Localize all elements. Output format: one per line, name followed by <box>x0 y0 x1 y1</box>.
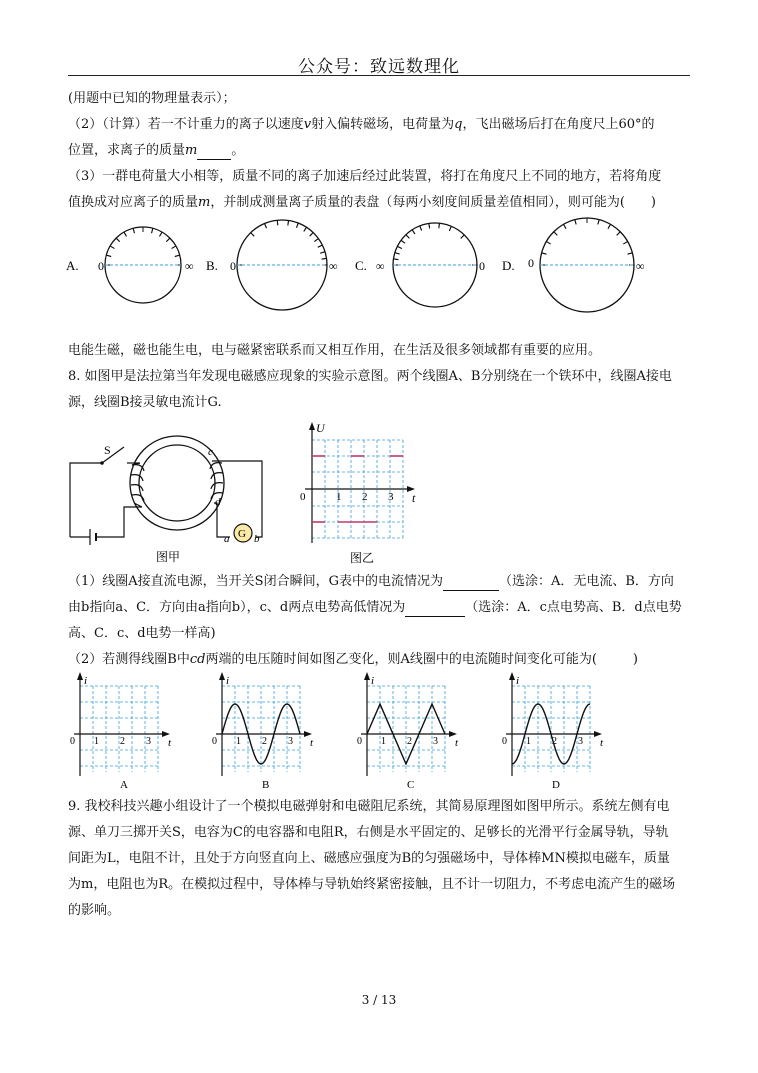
tick-1: 1 <box>336 491 342 503</box>
intro-line: 电能生磁，磁也能生电，电与磁紧密联系而又相互作用，在生活及很多领域都有重要的应用。 <box>68 343 602 358</box>
option-d-left: 0 <box>528 256 534 270</box>
q7-line-2: （2）（计算）若一不计重力的离子以速度v射入偏转磁场，电荷量为q，飞出磁场后打在角度尺上60°的 <box>68 117 655 132</box>
t-axis-label: t <box>455 737 459 749</box>
tick-2: 2 <box>262 736 267 747</box>
option-a-right: ∞ <box>185 259 194 273</box>
q8-part1-line-3: 高、C．c、d电势一样高) <box>68 626 216 641</box>
u-axis-label: U <box>316 421 325 435</box>
graph-label: D <box>552 779 560 791</box>
t-axis-label: t <box>412 491 416 505</box>
tick-1: 1 <box>381 736 386 747</box>
t-axis-label: t <box>310 737 314 749</box>
dial-options <box>60 215 690 325</box>
tick-3: 3 <box>388 491 394 503</box>
tick-0: 0 <box>357 736 362 747</box>
tick-0: 0 <box>300 491 306 503</box>
option-b-label: B. <box>206 258 218 273</box>
header-rule <box>68 75 690 76</box>
tick-0: 0 <box>502 736 507 747</box>
graph-label: C <box>407 779 415 791</box>
tick-0: 0 <box>70 736 75 747</box>
tick-2: 2 <box>120 736 125 747</box>
q8-line-2: 源，线圈B接灵敏电流计G. <box>68 395 222 410</box>
tick-2: 2 <box>362 491 368 503</box>
i-axis-label: i <box>371 675 375 687</box>
answer-blank <box>405 603 465 617</box>
dial-option-d <box>502 218 645 312</box>
q9-line-5: 的影响。 <box>68 903 121 918</box>
tick-2: 2 <box>407 736 412 747</box>
q8-line-1: 8. 如图甲是法拉第当年发现电磁感应现象的实验示意图。两个线圈A、B分别绕在一个铁环中，线圈A接电 <box>68 369 672 384</box>
option-c-right: 0 <box>479 259 485 273</box>
option-a-label: A. <box>66 258 79 273</box>
tick-2: 2 <box>552 736 557 747</box>
dial-option-b <box>206 220 338 310</box>
figure-2-caption: 图乙 <box>350 551 375 565</box>
i-axis-label: i <box>516 675 520 687</box>
q8-part1-line-1: （1）线圈A接直流电源，当开关S闭合瞬间，G表中的电流情况为 （选涂：A．无电流、B．方向 <box>68 574 674 589</box>
q7-line-3: 位置，求离子的质量m 。 <box>68 143 245 158</box>
galvanometer-label: G <box>238 528 246 540</box>
graph-option-c <box>357 672 459 791</box>
q7-line-4: （3）一群电荷量大小相等，质量不同的离子加速后经过此装置，将打在角度尺上不同的地方，若将角度 <box>68 169 662 184</box>
graph-label: B <box>262 779 270 791</box>
q8-part2-line: （2）若测得线圈B中cd两端的电压随时间如图乙变化，则A线圈中的电流随时间变化可能为( ) <box>68 652 638 667</box>
tick-3: 3 <box>146 736 151 747</box>
point-c-label: c <box>208 446 213 458</box>
t-axis-label: t <box>168 737 172 749</box>
dial-option-c <box>355 223 485 307</box>
tick-1: 1 <box>94 736 99 747</box>
point-d-label: d <box>215 496 221 508</box>
option-a-left: 0 <box>98 259 104 273</box>
tick-1: 1 <box>236 736 241 747</box>
q9-line-1: 9. 我校科技兴趣小组设计了一个模拟电磁弹射和电磁阻尼系统，其简易原理图如图甲所示。系统左侧有电 <box>68 799 670 814</box>
graph-option-b <box>212 672 314 791</box>
answer-blank <box>197 146 231 160</box>
page-number: 3 / 13 <box>361 993 397 1007</box>
q8-part1-line-2: 由b指向a、C．方向由a指向b），c、d两点电势高低情况为 （选涂：A．c点电势高、B．d点电势 <box>68 600 682 615</box>
option-b-right: ∞ <box>329 259 338 273</box>
q9-line-3: 间距为L，电阻不计，且处于方向竖直向上、磁感应强度为B的匀强磁场中，导体棒MN模拟电磁车，质量 <box>68 851 670 866</box>
current-graph-options <box>60 672 690 794</box>
graph-option-a <box>70 672 172 791</box>
tick-3: 3 <box>578 736 583 747</box>
q7-line-5: 值换成对应离子的质量m，并制成测量离子质量的表盘（每两小刻度间质量差值相同），则可能为( ) <box>68 195 656 210</box>
option-d-label: D. <box>502 258 515 273</box>
figure-1-caption: 图甲 <box>156 550 181 564</box>
option-c-left: ∞ <box>376 259 385 273</box>
i-axis-label: i <box>226 675 230 687</box>
switch-label-s: S <box>104 443 111 457</box>
point-b-label: b <box>254 533 260 545</box>
q9-line-4: 为m，电阻也为R。在模拟过程中，导体棒与导轨始终紧密接触，且不计一切阻力，不考虑电流产生的磁场 <box>68 877 676 892</box>
page-header-title: 公众号：致远数理化 <box>298 57 460 77</box>
graph-option-d <box>502 672 604 791</box>
answer-blank <box>443 577 499 591</box>
q9-line-2: 源、单刀三掷开关S，电容为C的电容器和电阻R，右侧是水平固定的、足够长的光滑平行金属导轨，导轨 <box>68 825 669 840</box>
tick-3: 3 <box>433 736 438 747</box>
option-b-left: 0 <box>230 259 236 273</box>
dial-option-a <box>66 227 194 303</box>
tick-0: 0 <box>212 736 217 747</box>
option-c-label: C. <box>355 258 367 273</box>
figure-voltage-graph <box>295 418 425 570</box>
point-a-label: a <box>224 533 230 545</box>
figure-faraday-ring <box>62 425 282 570</box>
q7-line-1: (用题中已知的物理量表示）； <box>68 91 236 106</box>
graph-label: A <box>120 779 128 791</box>
tick-1: 1 <box>526 736 531 747</box>
tick-3: 3 <box>288 736 293 747</box>
t-axis-label: t <box>600 737 604 749</box>
option-d-right: ∞ <box>636 259 645 273</box>
i-axis-label: i <box>84 675 88 687</box>
